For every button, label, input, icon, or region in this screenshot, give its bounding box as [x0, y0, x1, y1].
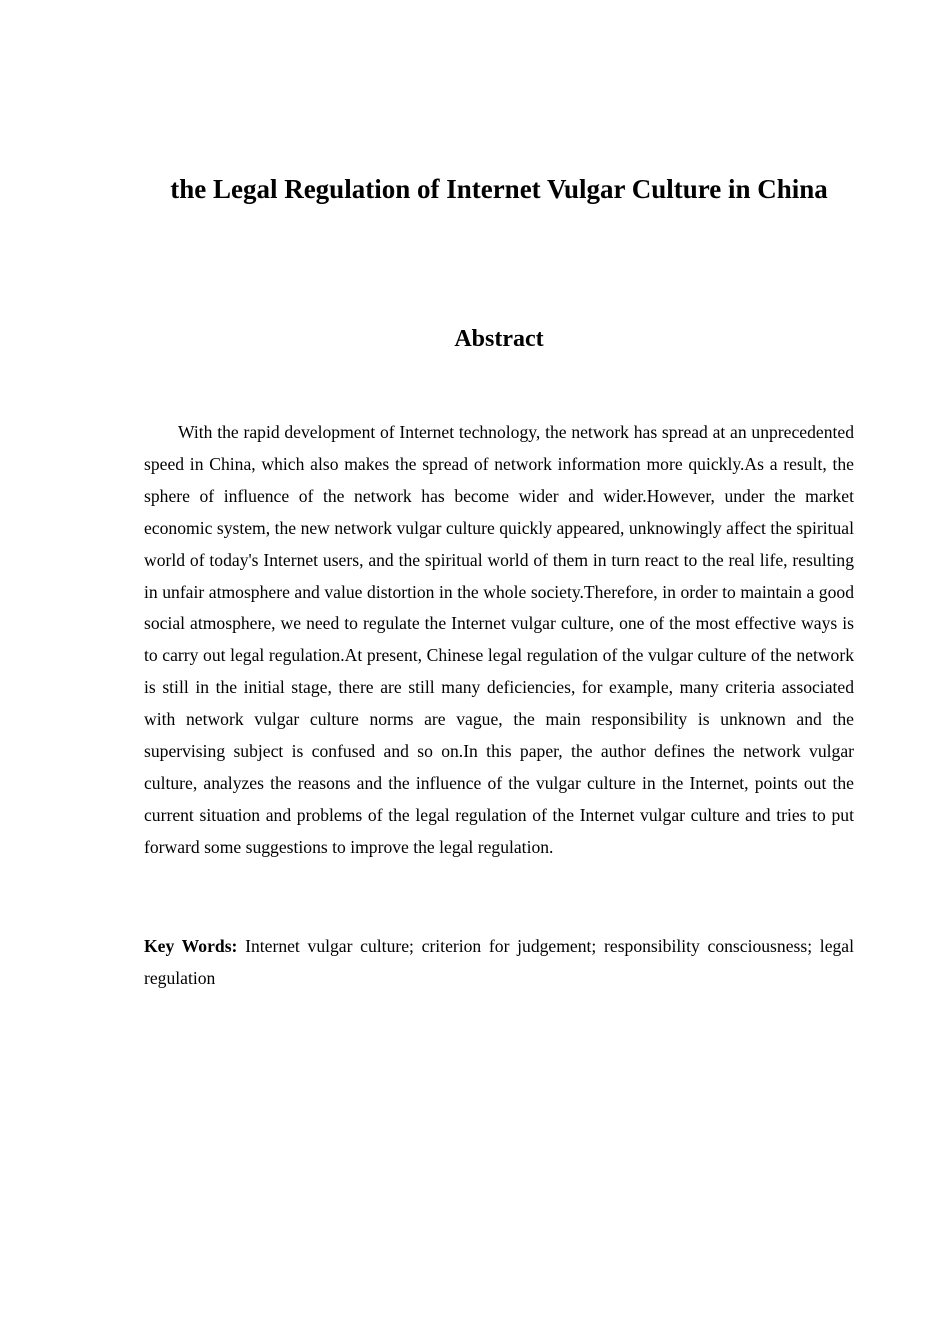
abstract-heading: Abstract: [454, 326, 544, 352]
keywords-text: Internet vulgar culture; criterion for judgement; responsibility consciousness; legal regulation: [144, 936, 854, 988]
document-title: the Legal Regulation of Internet Vulgar Culture in China: [170, 174, 828, 204]
keywords-paragraph: [144, 931, 854, 995]
abstract-body: With the rapid development of Internet technology, the network has spread at an unprecedented speed in China, which also makes the spread of network information more quickly.As a result, the sphere of influence of the network has become wider and wider.However, under the market economic system, the new network vulgar culture quickly appeared, unknowingly affect the spiritual world of today's Internet users, and the spiritual world of them in turn react to the real life, resulting in unfair atmosphere and value distortion in the whole society.Therefore, in order to maintain a good social atmosphere, we need to regulate the Internet vulgar culture, one of the most effective ways is to carry out legal regulation.At present, Chinese legal regulation of the vulgar culture of the network is still in the initial stage, there are still many deficiencies, for example, many criteria associated with network vulgar culture norms are vague, the main responsibility is unknown and the supervising subject is confused and so on.In this paper, the author defines the network vulgar culture, analyzes the reasons and the influence of the vulgar culture in the Internet, points out the current situation and problems of the legal regulation of the Internet vulgar culture and tries to put forward some suggestions to improve the legal regulation.: [144, 422, 854, 857]
keywords-label: Key Words:: [144, 936, 238, 956]
